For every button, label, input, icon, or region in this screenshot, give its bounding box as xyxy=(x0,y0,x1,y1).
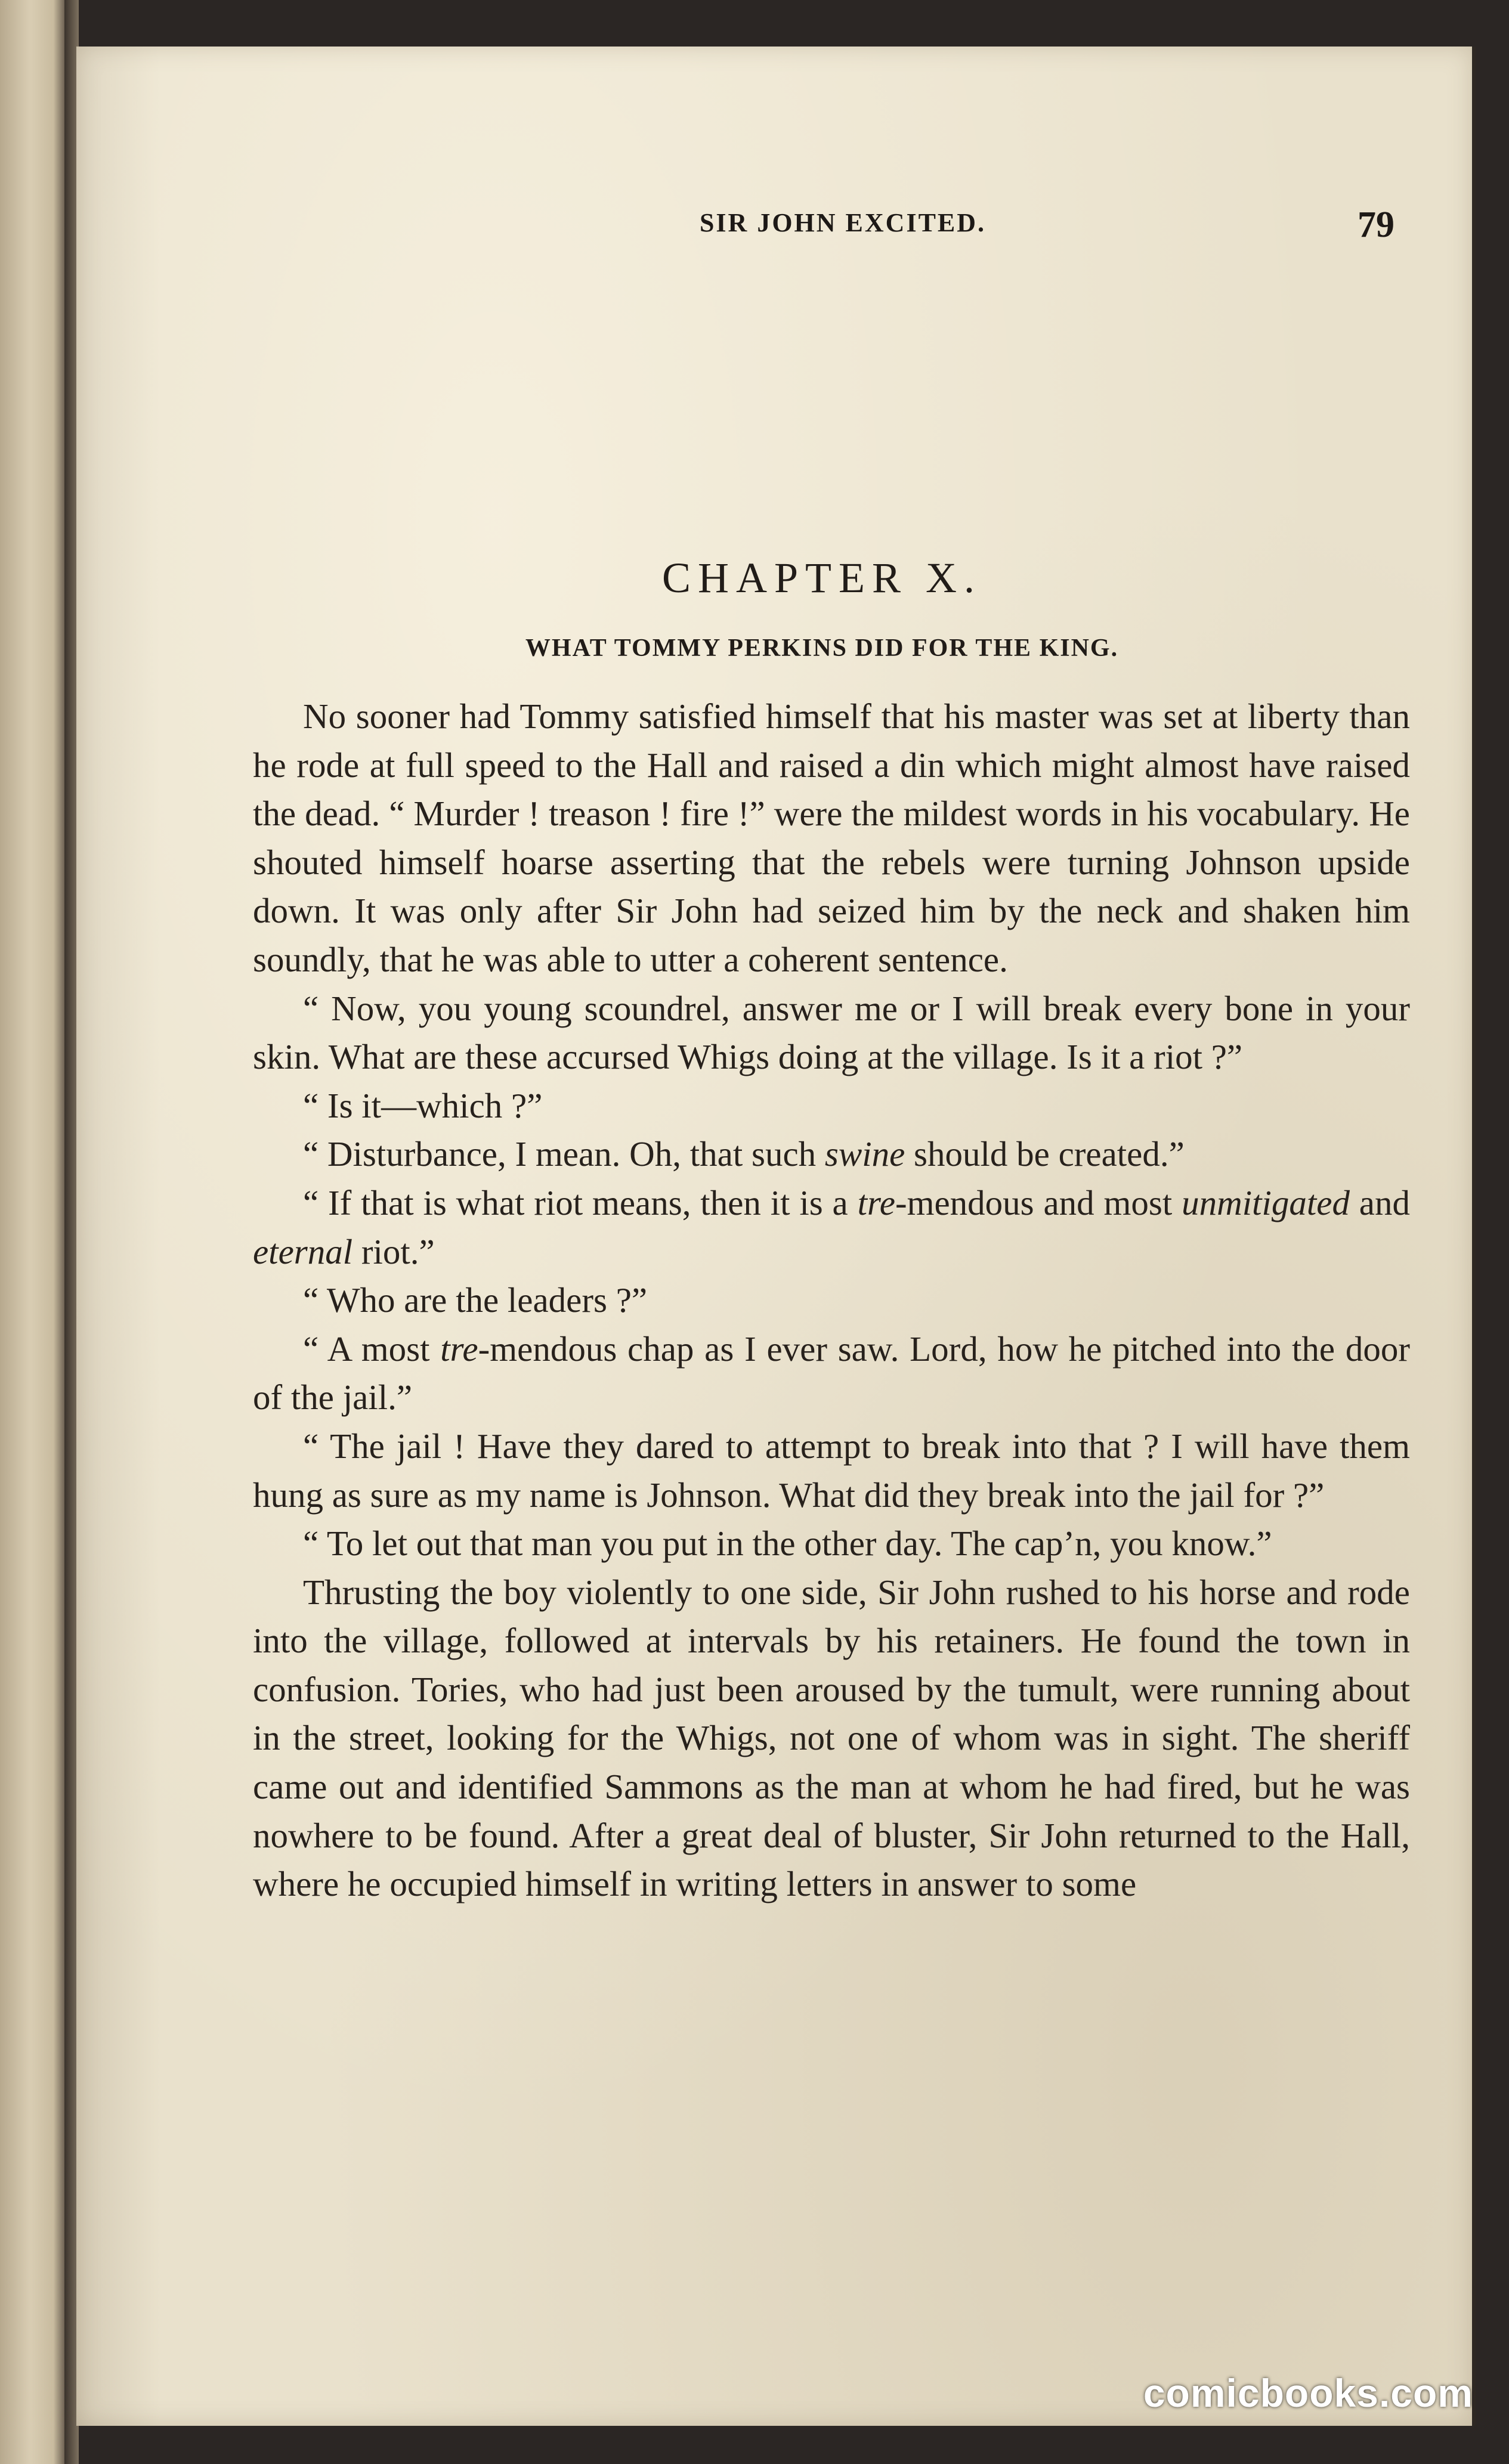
watermark: comicbooks.com xyxy=(1143,2371,1473,2415)
paragraph xyxy=(253,1276,1410,1325)
paragraph xyxy=(253,1422,1410,1519)
text-segment: “ To let out that man you put in the other day. The cap’n, you know.” xyxy=(303,1524,1272,1564)
text-segment: “ A most xyxy=(303,1329,441,1369)
text-segment: should be created.” xyxy=(905,1134,1185,1174)
text-segment: -mendous and most xyxy=(895,1183,1182,1222)
chapter-heading: CHAPTER X. xyxy=(661,554,982,602)
paragraph xyxy=(253,985,1410,1082)
book-page xyxy=(76,47,1476,2426)
text-segment: “ Disturbance, I mean. Oh, that such xyxy=(303,1134,825,1174)
italic-text: swine xyxy=(824,1134,905,1174)
chapter-subtitle: WHAT TOMMY PERKINS DID FOR THE KING. xyxy=(525,634,1119,662)
body-text xyxy=(253,692,1410,1909)
italic-text: tre xyxy=(857,1183,895,1222)
text-segment: “ Is it—which ?” xyxy=(303,1085,543,1125)
text-segment: “ Who are the leaders ?” xyxy=(303,1280,648,1320)
paragraph xyxy=(253,1179,1410,1276)
text-segment: No sooner had Tommy satisfied himself that his master was set at liberty than he rode at full speed to the Hall and raised a din which might almost have raised the dead. “ Murder ! treason ! fire !” were the mildest words in his vocabulary. He shouted himself hoarse asserting that the rebels were turning Johnson upside down. It was only after Sir John had seized him by the neck and shaken him soundly, that he was able to utter a coherent sentence. xyxy=(253,697,1410,979)
paragraph xyxy=(253,1082,1410,1131)
italic-text: eternal xyxy=(253,1231,353,1271)
text-segment: Thrusting the boy violently to one side, Sir John rushed to his horse and rode into the village, followed at intervals by his retainers. He found the town in confusion. Tories, who had just been aroused by the tumult, were running about in the street, looking for the Whigs, not one of whom was in sight. The sheriff came out and identified Sammons as the man at whom he had fired, but he was nowhere to be found. After a great deal of bluster, Sir John returned to the Hall, where he occupied himself in writing letters in answer to some xyxy=(253,1572,1410,1904)
paragraph xyxy=(253,1130,1410,1179)
text-segment: and xyxy=(1349,1183,1410,1222)
paragraph xyxy=(253,692,1410,985)
text-segment: “ If that is what riot means, then it is a xyxy=(303,1183,858,1222)
paragraph xyxy=(253,1519,1410,1568)
text-segment: -mendous chap as I ever saw. Lord, how he pitched into the door of the jail.” xyxy=(253,1329,1411,1417)
facing-page-edge xyxy=(0,0,67,2464)
italic-text: unmitigated xyxy=(1182,1183,1350,1222)
page-number: 79 xyxy=(1358,205,1394,245)
running-head-title: SIR JOHN EXCITED. xyxy=(699,208,987,237)
italic-text: tre xyxy=(440,1329,478,1369)
paragraph xyxy=(253,1568,1410,1909)
paragraph xyxy=(253,1325,1410,1422)
running-head xyxy=(249,205,1436,249)
text-segment: riot.” xyxy=(352,1231,435,1271)
text-segment: “ Now, you young scoundrel, answer me or I will break every bone in your skin. What are these accursed Whigs doing at the village. Is it a riot ?” xyxy=(253,988,1410,1077)
text-segment: “ The jail ! Have they dared to attempt to break into that ? I will have them hung as sure as my name is Johnson. What did they break into the jail for ?” xyxy=(253,1426,1410,1515)
